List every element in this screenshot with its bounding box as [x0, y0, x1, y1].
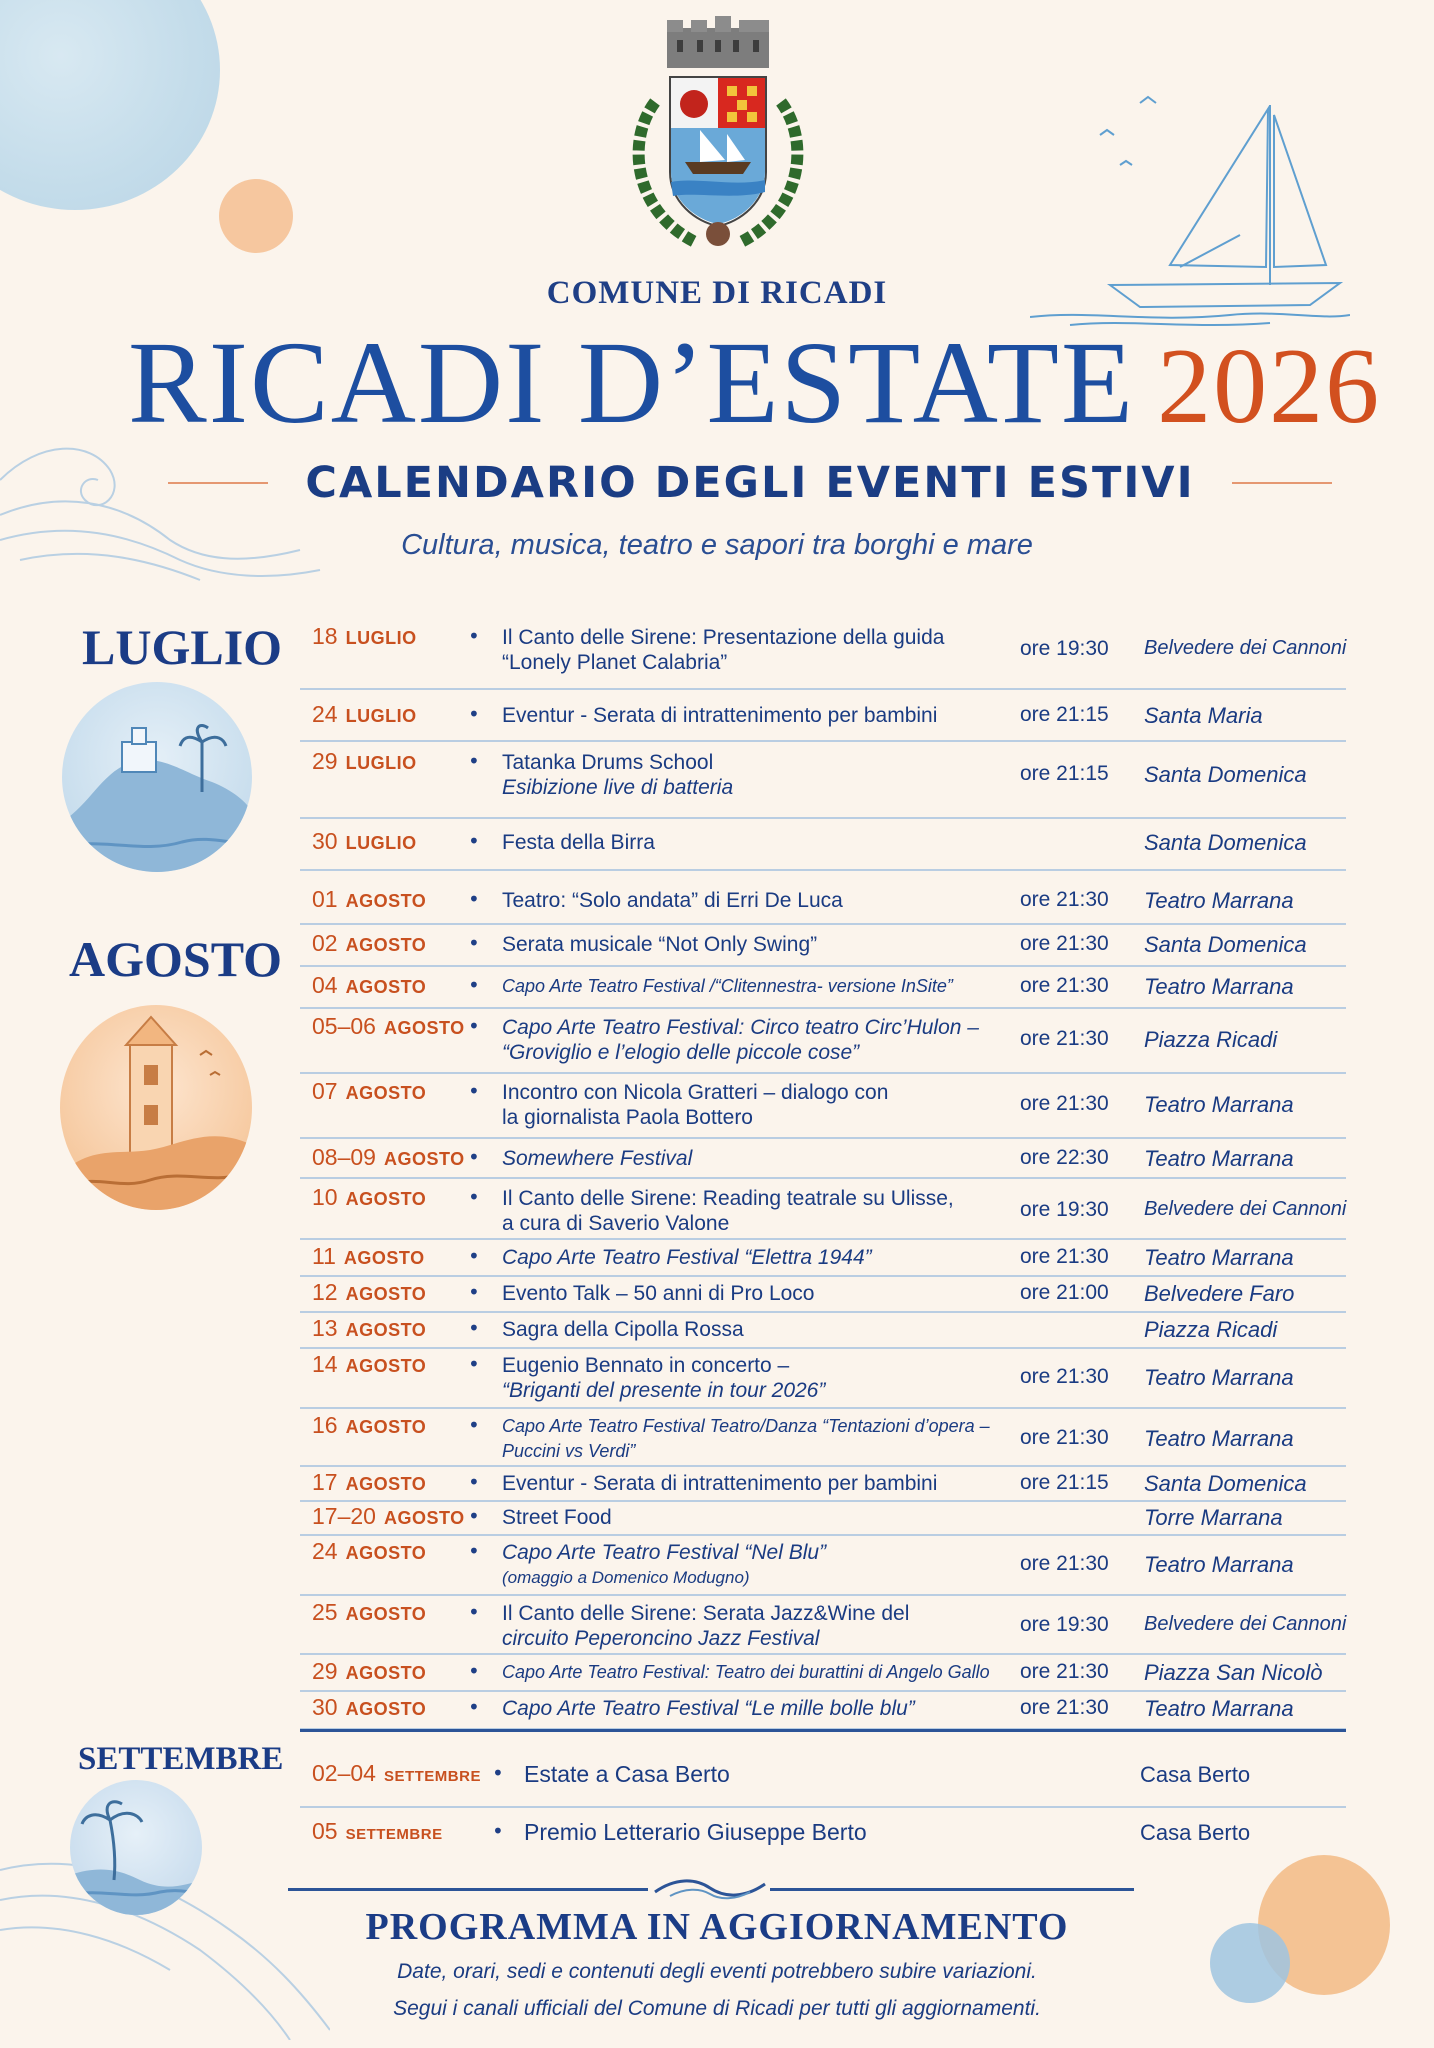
main-title — [128, 317, 1382, 452]
event-month: AGOSTO — [345, 1320, 427, 1340]
event-month: SETTEMBRE — [383, 1768, 481, 1785]
event-date — [312, 1078, 426, 1105]
event-day: 05 — [312, 1818, 338, 1844]
event-day: 30 — [312, 828, 338, 854]
event-bullet: • — [468, 1185, 480, 1209]
event-row — [300, 1177, 1346, 1240]
subtitle-row — [180, 458, 1320, 508]
event-title-line: Serata musicale “Not Only Swing” — [502, 933, 818, 956]
event-row — [300, 1275, 1346, 1313]
event-bullet: • — [468, 829, 480, 853]
event-row — [300, 1407, 1346, 1467]
event-day: 02 — [312, 930, 338, 956]
event-day: 04 — [312, 972, 338, 998]
event-title-line: Capo Arte Teatro Festival: Teatro dei burattini di Angelo Gallo — [502, 1662, 990, 1682]
event-bullet: • — [468, 702, 480, 726]
event-bullet: • — [468, 1145, 480, 1169]
event-row — [300, 965, 1346, 1009]
event-time: ore 21:00 — [1020, 1281, 1109, 1304]
event-place: Belvedere dei Cannoni — [1144, 1198, 1347, 1220]
event-title — [524, 1762, 1034, 1787]
event-place: Casa Berto — [1140, 1820, 1251, 1845]
event-title-line: Puccini vs Verdi” — [502, 1441, 636, 1461]
event-date — [312, 1243, 425, 1270]
event-place: Torre Marrana — [1144, 1505, 1283, 1530]
decorative-blue-blob — [0, 0, 220, 210]
event-date — [312, 1503, 465, 1530]
event-row — [300, 1653, 1346, 1692]
event-time: ore 21:30 — [1020, 1426, 1109, 1449]
wave-icon — [650, 1874, 770, 1900]
event-bullet: • — [468, 1539, 480, 1563]
event-time: ore 21:30 — [1020, 888, 1109, 911]
main-title-year: 2026 — [1157, 327, 1382, 446]
event-place: Belvedere dei Cannoni — [1144, 637, 1347, 659]
event-month: AGOSTO — [345, 1189, 427, 1209]
event-date — [312, 828, 417, 855]
event-row — [300, 1500, 1346, 1536]
tagline: Cultura, musica, teatro e sapori tra borghi e mare — [401, 529, 1033, 561]
event-place: Teatro Marrana — [1144, 1092, 1294, 1117]
event-time: ore 21:30 — [1020, 1245, 1109, 1268]
event-month: AGOSTO — [343, 1248, 425, 1268]
event-row — [300, 1072, 1346, 1139]
event-title — [502, 1281, 1012, 1306]
event-row — [300, 1465, 1346, 1502]
event-date — [312, 972, 426, 999]
event-title — [502, 932, 1012, 957]
event-place: Teatro Marrana — [1144, 1552, 1294, 1577]
event-time: ore 19:30 — [1020, 637, 1109, 660]
event-month: AGOSTO — [345, 1284, 427, 1304]
event-day: 02–04 — [312, 1760, 376, 1786]
event-bullet: • — [468, 1413, 480, 1437]
decorative-orange-dot — [219, 179, 293, 253]
event-row — [300, 1238, 1346, 1277]
event-title-line: Capo Arte Teatro Festival “Elettra 1944” — [502, 1246, 872, 1269]
event-row — [300, 1690, 1346, 1730]
event-title-line: Sagra della Cipolla Rossa — [502, 1318, 744, 1341]
event-title-line: Capo Arte Teatro Festival “Le mille bolle blu” — [502, 1697, 915, 1720]
month-label-settembre: SETTEMBRE — [78, 1741, 284, 1777]
event-title-line: Evento Talk – 50 anni di Pro Loco — [502, 1282, 815, 1305]
event-time: ore 21:15 — [1020, 1471, 1109, 1494]
event-title — [502, 750, 1012, 800]
event-month: AGOSTO — [345, 1356, 427, 1376]
event-place: Santa Maria — [1144, 703, 1263, 728]
event-date — [312, 1315, 426, 1342]
event-date — [312, 1760, 481, 1787]
event-time: ore 21:30 — [1020, 1027, 1109, 1050]
event-month: AGOSTO — [345, 891, 427, 911]
footer-rule-right — [770, 1888, 1134, 1891]
event-month: AGOSTO — [345, 1699, 427, 1719]
event-bullet: • — [468, 1352, 480, 1376]
event-place: Teatro Marrana — [1144, 1146, 1294, 1171]
event-title — [502, 1660, 1012, 1685]
event-date — [312, 1658, 426, 1685]
event-month: AGOSTO — [345, 1604, 427, 1624]
event-time: ore 21:30 — [1020, 1365, 1109, 1388]
event-time: ore 21:30 — [1020, 1552, 1109, 1575]
event-place: Belvedere dei Cannoni — [1144, 1613, 1347, 1635]
event-day: 13 — [312, 1315, 338, 1341]
event-time: ore 21:30 — [1020, 1660, 1109, 1683]
event-day: 25 — [312, 1599, 338, 1625]
event-title — [524, 1820, 1034, 1845]
event-date — [312, 1818, 443, 1845]
event-title — [502, 1245, 1012, 1270]
tower-vignette-icon — [60, 1005, 252, 1210]
event-bullet: • — [468, 624, 480, 648]
event-place: Piazza San Nicolò — [1144, 1660, 1323, 1685]
event-title — [502, 888, 1012, 913]
event-place: Piazza Ricadi — [1144, 1317, 1278, 1342]
event-month: AGOSTO — [345, 1417, 427, 1437]
event-bullet: • — [468, 1695, 480, 1719]
event-day: 24 — [312, 1538, 338, 1564]
event-title — [502, 1080, 1012, 1130]
event-place: Teatro Marrana — [1144, 1696, 1294, 1721]
event-row — [300, 1594, 1346, 1655]
event-day: 08–09 — [312, 1144, 376, 1170]
event-title-line: “Lonely Planet Calabria” — [502, 651, 728, 674]
event-title-line: Il Canto delle Sirene: Presentazione della guida — [502, 626, 945, 649]
event-title-line: Eugenio Bennato in concerto – — [502, 1354, 790, 1377]
event-title-line: Festa della Birra — [502, 831, 655, 854]
event-date — [312, 748, 417, 775]
event-bullet: • — [468, 973, 480, 997]
event-bullet: • — [468, 1504, 480, 1528]
event-title-line: “Briganti del presente in tour 2026” — [502, 1379, 826, 1402]
event-title-line: Teatro: “Solo andata” di Erri De Luca — [502, 889, 843, 912]
event-place: Teatro Marrana — [1144, 1365, 1294, 1390]
event-title — [502, 1186, 1012, 1236]
event-row — [300, 1534, 1346, 1596]
event-time: ore 22:30 — [1020, 1146, 1109, 1169]
event-bullet: • — [468, 931, 480, 955]
event-title — [502, 1146, 1012, 1171]
event-title-line: Estate a Casa Berto — [524, 1761, 730, 1787]
event-title — [502, 830, 1012, 855]
coast-vignette-icon — [62, 682, 252, 872]
event-title — [502, 974, 1012, 999]
event-place: Teatro Marrana — [1144, 888, 1294, 913]
event-place: Teatro Marrana — [1144, 1426, 1294, 1451]
comune-heading: COMUNE DI RICADI — [546, 275, 888, 311]
event-bullet: • — [492, 1819, 504, 1843]
event-row — [300, 1748, 1346, 1808]
event-time: ore 21:30 — [1020, 1696, 1109, 1719]
event-month: AGOSTO — [383, 1149, 465, 1169]
event-place: Belvedere Faro — [1144, 1281, 1295, 1306]
subtitle-rule-right — [1232, 482, 1332, 484]
event-row — [300, 1806, 1346, 1864]
event-row — [300, 1007, 1346, 1074]
event-title-line: Il Canto delle Sirene: Serata Jazz&Wine del — [502, 1602, 910, 1625]
event-title-line: “Groviglio e l’elogio delle piccole cose” — [502, 1041, 860, 1064]
event-time: ore 19:30 — [1020, 1198, 1109, 1221]
event-date — [312, 701, 417, 728]
event-title — [502, 1353, 1012, 1403]
event-month: LUGLIO — [345, 706, 417, 726]
event-title-line: Tatanka Drums School — [502, 751, 714, 774]
event-month: AGOSTO — [383, 1018, 465, 1038]
event-day: 30 — [312, 1694, 338, 1720]
event-day: 17–20 — [312, 1503, 376, 1529]
event-title-line: Il Canto delle Sirene: Reading teatrale su Ulisse, — [502, 1187, 954, 1210]
event-row — [300, 869, 1346, 925]
event-day: 07 — [312, 1078, 338, 1104]
event-bullet: • — [468, 1079, 480, 1103]
event-bullet: • — [468, 1316, 480, 1340]
subtitle: CALENDARIO DEGLI EVENTI ESTIVI — [305, 458, 1195, 508]
month-label-agosto: AGOSTO — [69, 931, 283, 987]
event-title-line: (omaggio a Domenico Modugno) — [502, 1568, 750, 1587]
month-label-luglio: LUGLIO — [82, 619, 283, 675]
event-row — [300, 688, 1346, 742]
event-place: Piazza Ricadi — [1144, 1027, 1278, 1052]
event-date — [312, 1469, 426, 1496]
event-day: 12 — [312, 1279, 338, 1305]
event-bullet: • — [492, 1761, 504, 1785]
event-day: 14 — [312, 1351, 338, 1377]
event-time: ore 21:30 — [1020, 932, 1109, 955]
event-day: 10 — [312, 1184, 338, 1210]
main-title-text: RICADI D’ESTATE — [128, 317, 1136, 448]
event-place: Santa Domenica — [1144, 1471, 1307, 1496]
event-date — [312, 1694, 426, 1721]
event-title-line: Eventur - Serata di intrattenimento per bambini — [502, 704, 938, 727]
footer-title: PROGRAMMA IN AGGIORNAMENTO — [365, 1906, 1069, 1948]
event-time: ore 21:30 — [1020, 1092, 1109, 1115]
event-title-line: Somewhere Festival — [502, 1147, 693, 1170]
event-month: AGOSTO — [345, 1663, 427, 1683]
event-date — [312, 1412, 426, 1439]
event-title — [502, 625, 1012, 675]
event-date — [312, 1279, 426, 1306]
event-day: 29 — [312, 748, 338, 774]
event-row — [300, 617, 1346, 690]
event-title — [502, 1015, 1012, 1065]
event-title-line: Capo Arte Teatro Festival /“Clitennestra- versione InSite” — [502, 976, 953, 996]
event-day: 17 — [312, 1469, 338, 1495]
event-title-line: Capo Arte Teatro Festival: Circo teatro Circ’Hulon – — [502, 1016, 979, 1039]
event-month: LUGLIO — [345, 628, 417, 648]
event-day: 11 — [312, 1243, 336, 1269]
event-date — [312, 1013, 465, 1040]
section-divider — [300, 1729, 1346, 1732]
event-month: SETTEMBRE — [345, 1826, 443, 1843]
event-title — [502, 1696, 1012, 1721]
event-title-line: la giornalista Paola Bottero — [502, 1106, 753, 1129]
event-day: 01 — [312, 886, 338, 912]
event-place: Santa Domenica — [1144, 830, 1307, 855]
event-place: Casa Berto — [1140, 1762, 1251, 1787]
event-place: Teatro Marrana — [1144, 974, 1294, 999]
event-bullet: • — [468, 1244, 480, 1268]
event-date — [312, 1538, 426, 1565]
event-bullet: • — [468, 1600, 480, 1624]
event-title-line: circuito Peperoncino Jazz Festival — [502, 1627, 820, 1650]
footer-note: Segui i canali ufficiali del Comune di Ricadi per tutti gli aggiornamenti. — [393, 1997, 1041, 2020]
event-title-line: Capo Arte Teatro Festival “Nel Blu” — [502, 1541, 827, 1564]
event-date — [312, 886, 426, 913]
event-month: LUGLIO — [345, 753, 417, 773]
event-time: ore 19:30 — [1020, 1613, 1109, 1636]
event-date — [312, 1144, 465, 1171]
event-day: 16 — [312, 1412, 338, 1438]
event-place: Teatro Marrana — [1144, 1245, 1294, 1270]
event-title-line: Capo Arte Teatro Festival Teatro/Danza “Tentazioni d’opera – — [502, 1416, 990, 1436]
event-row — [300, 817, 1346, 871]
event-month: AGOSTO — [345, 977, 427, 997]
event-day: 29 — [312, 1658, 338, 1684]
event-title-line: Incontro con Nicola Gratteri – dialogo con — [502, 1081, 889, 1104]
event-row — [300, 1137, 1346, 1179]
event-time: ore 21:15 — [1020, 762, 1109, 785]
event-month: AGOSTO — [345, 1083, 427, 1103]
event-title-line: a cura di Saverio Valone — [502, 1212, 730, 1235]
event-date — [312, 930, 426, 957]
event-title — [502, 1317, 1012, 1342]
event-month: AGOSTO — [383, 1508, 465, 1528]
event-month: AGOSTO — [345, 1474, 427, 1494]
event-title — [502, 1505, 1012, 1530]
event-date — [312, 1184, 426, 1211]
event-bullet: • — [468, 1014, 480, 1038]
event-title — [502, 703, 1012, 728]
palm-vignette-icon — [70, 1780, 202, 1915]
footer-rule-left — [288, 1888, 648, 1891]
footer-note: Date, orari, sedi e contenuti degli eventi potrebbero subire variazioni. — [397, 1960, 1037, 1983]
event-row — [300, 1311, 1346, 1349]
event-day: 05–06 — [312, 1013, 376, 1039]
event-row — [300, 923, 1346, 967]
event-time: ore 21:30 — [1020, 974, 1109, 997]
event-date — [312, 1351, 426, 1378]
event-title — [502, 1540, 1012, 1590]
event-bullet: • — [468, 1280, 480, 1304]
event-month: LUGLIO — [345, 833, 417, 853]
event-day: 18 — [312, 623, 338, 649]
event-place: Santa Domenica — [1144, 932, 1307, 957]
event-bullet: • — [468, 1470, 480, 1494]
event-month: AGOSTO — [345, 935, 427, 955]
event-title-line: Street Food — [502, 1506, 612, 1529]
event-title — [502, 1471, 1012, 1496]
event-bullet: • — [468, 1659, 480, 1683]
event-bullet: • — [468, 749, 480, 773]
event-month: AGOSTO — [345, 1543, 427, 1563]
event-title — [502, 1414, 1012, 1464]
event-title — [502, 1601, 1012, 1651]
event-row — [300, 740, 1346, 819]
event-title-line: Eventur - Serata di intrattenimento per bambini — [502, 1472, 938, 1495]
crest-icon — [615, 12, 821, 270]
event-title-line: Premio Letterario Giuseppe Berto — [524, 1819, 867, 1845]
event-row — [300, 1347, 1346, 1409]
event-time: ore 21:15 — [1020, 703, 1109, 726]
event-title-line: Esibizione live di batteria — [502, 776, 734, 799]
event-bullet: • — [468, 887, 480, 911]
event-date — [312, 623, 417, 650]
event-day: 24 — [312, 701, 338, 727]
event-date — [312, 1599, 426, 1626]
event-place: Santa Domenica — [1144, 762, 1307, 787]
